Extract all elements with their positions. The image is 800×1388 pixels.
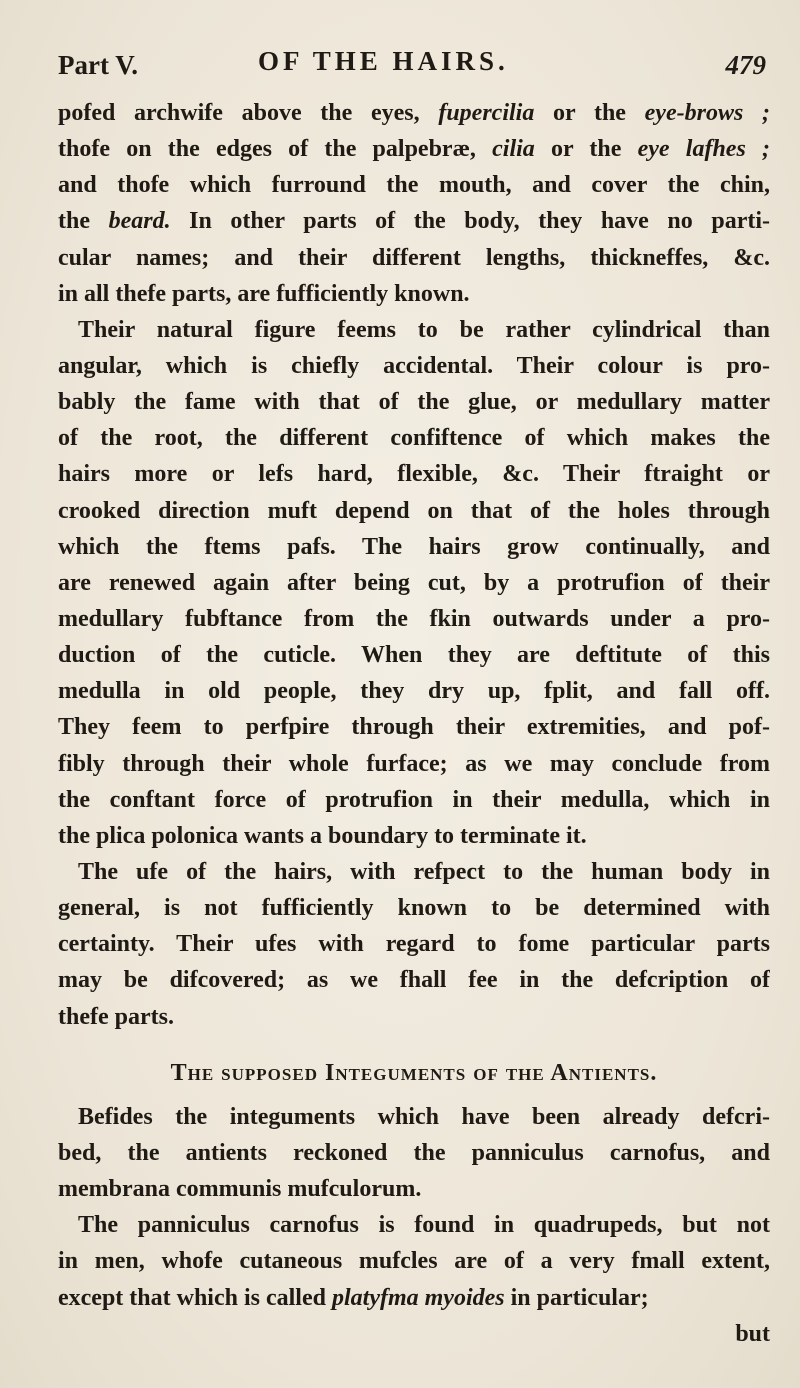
text-line: bed, the antients reckoned the panniculus carnofus, and (58, 1139, 770, 1166)
body-text (58, 95, 770, 1352)
text-line: of the root, the different confiftence of which makes the (58, 425, 770, 452)
italic-term: eye-brows ; (644, 100, 770, 126)
section-heading: The supposed Integuments of the Antients. (170, 1059, 658, 1086)
paragraph-1 (58, 95, 770, 312)
paragraph-4 (58, 1099, 770, 1207)
text-line: bably the fame with that of the glue, or medullary matter (58, 389, 770, 416)
italic-term: cilia (492, 136, 535, 163)
text-line: are renewed again after being cut, by a protrufion of their (58, 569, 770, 596)
text-line: except that which is called platyfma myoides in particular; (58, 1284, 649, 1311)
text-line: Befides the integuments which have been already defcri- (78, 1103, 770, 1130)
text-line: in men, whofe cutaneous mufcles are of a very fmall extent, (58, 1248, 770, 1275)
text-line: membrana communis mufculorum. (58, 1176, 422, 1203)
text-line: medulla in old people, they dry up, fplit, and fall off. (58, 678, 770, 705)
text-line: which the ftems pafs. The hairs grow continually, and (58, 533, 770, 560)
text-line: Their natural figure feems to be rather cylindrical than (78, 316, 770, 343)
text-line: fibly through their whole furface; as we may conclude from (58, 750, 770, 777)
text-line: the plica polonica wants a boundary to terminate it. (58, 822, 587, 849)
italic-term: platyfma myoides (331, 1284, 505, 1311)
text-line: in all thefe parts, are fufficiently known. (58, 280, 470, 307)
text-line: pofed archwife above the eyes, fupercilia or the eye-brows ; (58, 100, 770, 126)
italic-term: beard. (108, 208, 171, 235)
text-line: certainty. Their ufes with regard to fome particular parts (58, 931, 770, 958)
running-header (58, 44, 766, 84)
italic-term: eye lafhes ; (637, 136, 770, 163)
text-line: The ufe of the hairs, with refpect to the human body in (78, 858, 770, 885)
italic-term: fupercilia (438, 100, 535, 126)
paragraph-5 (58, 1207, 770, 1315)
text-line: The panniculus carnofus is found in quadrupeds, but not (78, 1212, 770, 1239)
text-line: thofe on the edges of the palpebræ, cilia or the eye lafhes ; (58, 136, 770, 163)
text-line: angular, which is chiefly accidental. Their colour is pro- (58, 352, 770, 379)
text-line: They feem to perfpire through their extremities, and pof- (58, 714, 770, 741)
chapter-title: OF THE HAIRS. (258, 46, 509, 76)
text-line: duction of the cuticle. When they are deftitute of this (58, 642, 770, 669)
text-line: and thofe which furround the mouth, and cover the chin, (58, 172, 770, 199)
text-line: thefe parts. (58, 1003, 174, 1030)
text-line: crooked direction muft depend on that of the holes through (58, 497, 770, 524)
part-label: Part V. (58, 50, 138, 80)
page-number: 479 (725, 50, 766, 80)
paragraph-3 (58, 854, 770, 1035)
text-line: may be difcovered; as we fhall fee in the defcription of (58, 967, 770, 994)
text-line: general, is not fufficiently known to be determined with (58, 895, 770, 922)
text-line: hairs more or lefs hard, flexible, &c. Their ftraight or (58, 461, 770, 488)
text-line: cular names; and their different lengths, thickneffes, &c. (58, 244, 770, 271)
text-line: medullary fubftance from the fkin outwards under a pro- (58, 605, 770, 632)
text-line: the conftant force of protrufion in their medulla, which in (58, 786, 770, 813)
catchword: but (735, 1320, 770, 1347)
text-line: the beard. In other parts of the body, they have no parti- (58, 208, 770, 235)
paragraph-2 (58, 312, 770, 854)
